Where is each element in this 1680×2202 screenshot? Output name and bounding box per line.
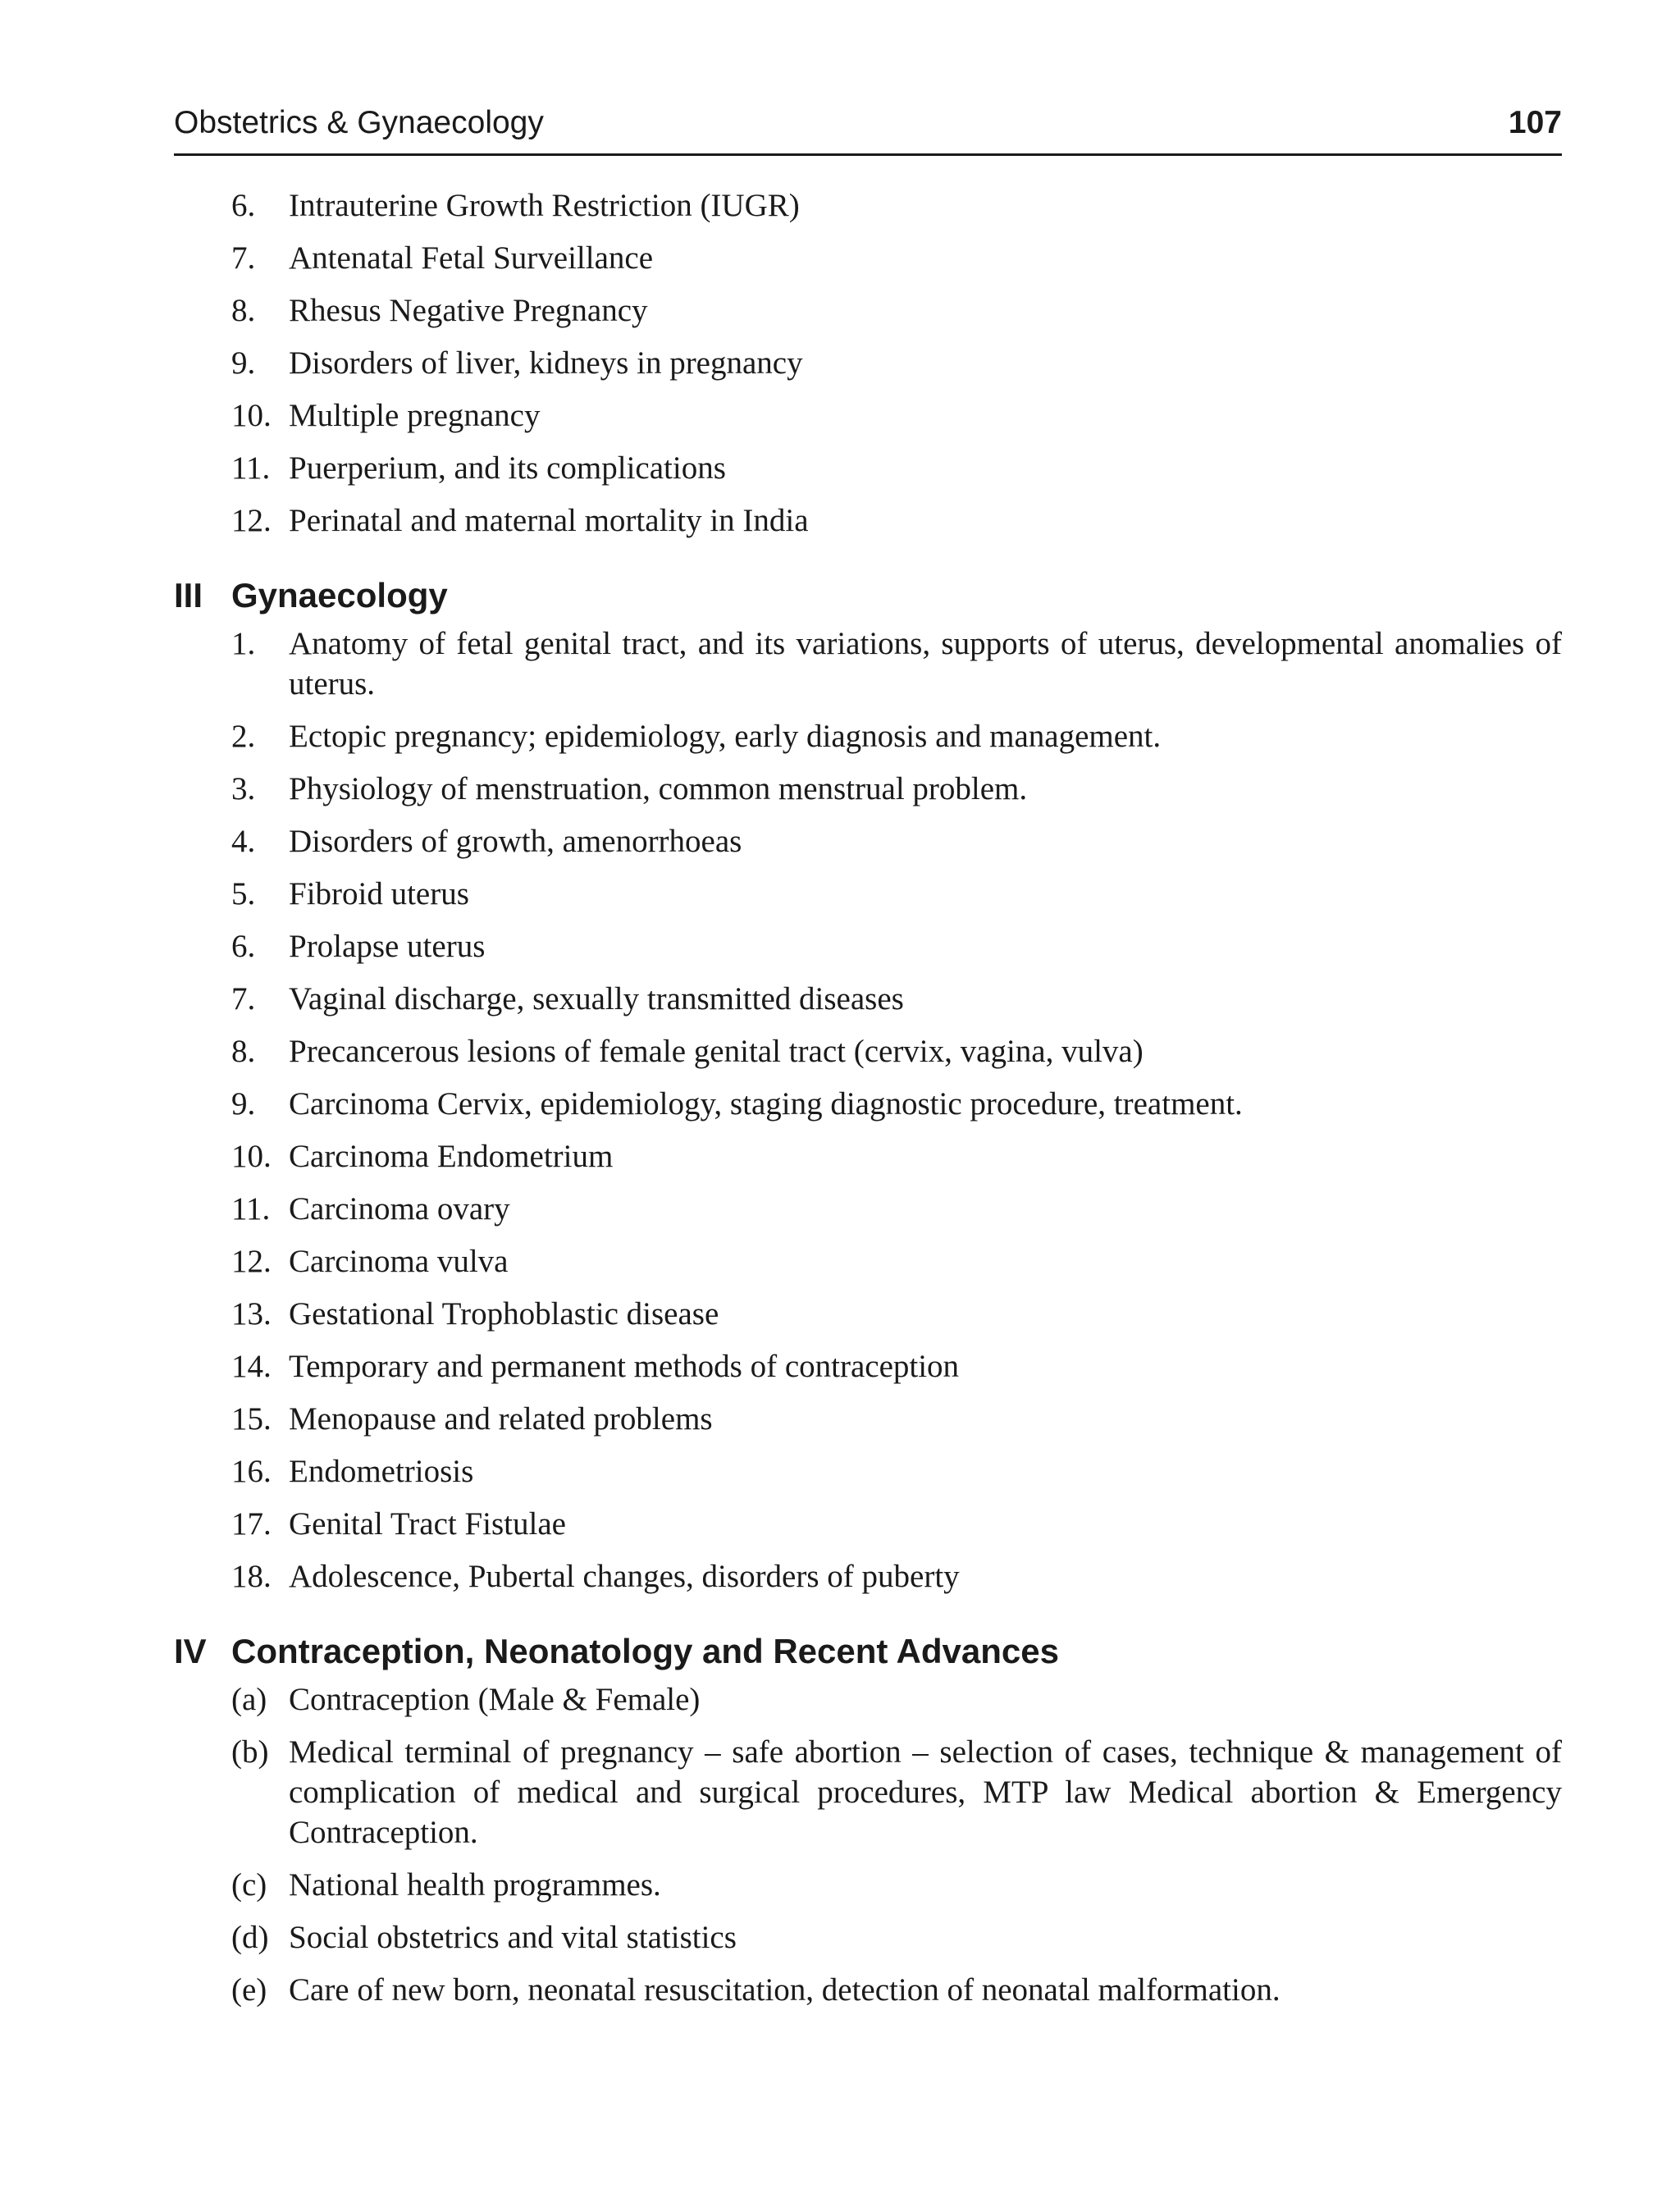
item-text: Carcinoma Cervix, epidemiology, staging diagnostic procedure, treatment.	[289, 1086, 1243, 1122]
list-item	[174, 874, 1562, 914]
item-text: Endometriosis	[289, 1454, 474, 1489]
item-number: (b)	[231, 1734, 269, 1770]
list-item	[174, 1865, 1562, 1905]
item-text: Contraception (Male & Female)	[289, 1682, 701, 1717]
item-number: 14.	[231, 1349, 272, 1384]
item-text: Carcinoma ovary	[289, 1191, 510, 1227]
item-text: Temporary and permanent methods of contraception	[289, 1349, 960, 1384]
page-number: 107	[1508, 105, 1562, 140]
list-item	[174, 624, 1562, 704]
item-text: Care of new born, neonatal resuscitation, detection of neonatal malformation.	[289, 1972, 1281, 2008]
item-text: Anatomy of fetal genital tract, and its variations, supports of uterus, developmental anomalies of uterus.	[289, 626, 1562, 701]
list-item	[174, 821, 1562, 861]
item-text: Medical terminal of pregnancy – safe abortion – selection of cases, technique & management of complication of medical and surgical procedures, MTP law Medical abortion & Emergency Contraception.	[289, 1734, 1562, 1850]
list-item	[174, 1189, 1562, 1229]
list-item	[174, 1399, 1562, 1439]
item-text: Physiology of menstruation, common menstrual problem.	[289, 771, 1028, 806]
list-item	[174, 1556, 1562, 1597]
running-header-title: Obstetrics & Gynaecology	[174, 105, 544, 140]
item-number: 9.	[231, 1086, 256, 1122]
item-number: 10.	[231, 398, 272, 433]
list-item	[174, 1294, 1562, 1334]
list-item	[174, 238, 1562, 278]
item-text: Carcinoma Endometrium	[289, 1139, 614, 1174]
list-item	[174, 1241, 1562, 1281]
list-item	[174, 1084, 1562, 1124]
list-item	[174, 1732, 1562, 1853]
item-text: Fibroid uterus	[289, 876, 469, 911]
list-item	[174, 769, 1562, 809]
item-text: Disorders of liver, kidneys in pregnancy	[289, 345, 803, 381]
list-item	[174, 1504, 1562, 1544]
item-number: 13.	[231, 1296, 272, 1332]
item-number: 18.	[231, 1559, 272, 1594]
item-text: Intrauterine Growth Restriction (IUGR)	[289, 188, 800, 223]
list-item	[174, 343, 1562, 383]
item-number: (c)	[231, 1867, 267, 1903]
item-text: Adolescence, Pubertal changes, disorders of puberty	[289, 1559, 960, 1594]
item-number: 12.	[231, 1244, 272, 1279]
item-text: Gestational Trophoblastic disease	[289, 1296, 719, 1332]
list-item	[174, 1136, 1562, 1176]
item-text: Multiple pregnancy	[289, 398, 541, 433]
item-number: 7.	[231, 240, 256, 276]
item-number: 17.	[231, 1506, 272, 1542]
item-number: 15.	[231, 1401, 272, 1437]
section-title: Gynaecology	[231, 576, 448, 614]
list-item	[174, 448, 1562, 488]
item-number: 3.	[231, 771, 256, 806]
section-numeral: III	[174, 576, 203, 614]
section-title: Contraception, Neonatology and Recent Advances	[231, 1632, 1059, 1670]
list-item	[174, 1679, 1562, 1720]
list-item	[174, 1970, 1562, 2010]
item-number: 11.	[231, 1191, 271, 1227]
item-number: 6.	[231, 188, 256, 223]
item-text: Disorders of growth, amenorrhoeas	[289, 824, 742, 859]
item-number: 9.	[231, 345, 256, 381]
item-text: Ectopic pregnancy; epidemiology, early diagnosis and management.	[289, 719, 1162, 754]
item-text: Vaginal discharge, sexually transmitted diseases	[289, 981, 904, 1016]
list-item	[174, 1346, 1562, 1387]
item-text: Carcinoma vulva	[289, 1244, 509, 1279]
list-item	[174, 1917, 1562, 1958]
contraception-list	[174, 1679, 1562, 2010]
item-text: Precancerous lesions of female genital tract (cervix, vagina, vulva)	[289, 1034, 1144, 1069]
item-text: Social obstetrics and vital statistics	[289, 1920, 737, 1955]
item-number: 8.	[231, 1034, 256, 1069]
item-text: Menopause and related problems	[289, 1401, 713, 1437]
item-number: 16.	[231, 1454, 272, 1489]
item-number: 1.	[231, 626, 256, 661]
item-number: (e)	[231, 1972, 267, 2008]
item-number: 11.	[231, 450, 271, 486]
item-number: (d)	[231, 1920, 269, 1955]
continued-list	[174, 185, 1562, 541]
item-text: Antenatal Fetal Surveillance	[289, 240, 654, 276]
list-item	[174, 1451, 1562, 1492]
gynaecology-list	[174, 624, 1562, 1597]
section-heading-gynaecology	[174, 575, 1562, 615]
item-text: Genital Tract Fistulae	[289, 1506, 566, 1542]
list-item	[174, 500, 1562, 541]
list-item	[174, 290, 1562, 331]
item-number: 12.	[231, 503, 272, 538]
item-number: 7.	[231, 981, 256, 1016]
item-number: (a)	[231, 1682, 267, 1717]
list-item	[174, 395, 1562, 436]
list-item	[174, 716, 1562, 756]
item-number: 10.	[231, 1139, 272, 1174]
running-header	[174, 107, 1562, 156]
item-text: Rhesus Negative Pregnancy	[289, 293, 648, 328]
item-number: 6.	[231, 929, 256, 964]
item-number: 8.	[231, 293, 256, 328]
item-number: 2.	[231, 719, 256, 754]
list-item	[174, 1031, 1562, 1071]
item-text: National health programmes.	[289, 1867, 661, 1903]
item-text: Perinatal and maternal mortality in India	[289, 503, 809, 538]
list-item	[174, 185, 1562, 226]
item-text: Puerperium, and its complications	[289, 450, 726, 486]
item-number: 4.	[231, 824, 256, 859]
list-item	[174, 926, 1562, 966]
item-text: Prolapse uterus	[289, 929, 486, 964]
document-page	[174, 107, 1562, 2022]
section-numeral: IV	[174, 1632, 207, 1670]
section-heading-contraception	[174, 1631, 1562, 1671]
item-number: 5.	[231, 876, 256, 911]
list-item	[174, 979, 1562, 1019]
